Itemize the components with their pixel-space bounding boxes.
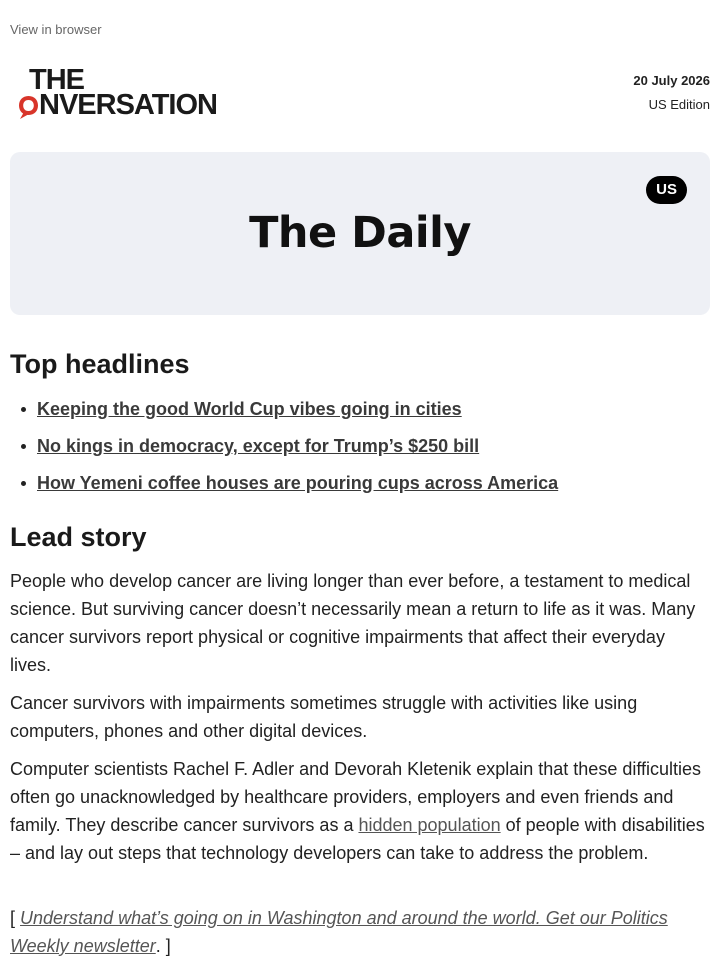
- issue-date: 20 July 2026: [633, 73, 710, 88]
- headline-link-1[interactable]: Keeping the good World Cup vibes going in cities: [37, 399, 462, 419]
- the-daily-banner: [10, 152, 710, 315]
- headline-link-2[interactable]: No kings in democracy, except for Trump’s $250 bill: [37, 436, 480, 456]
- top-headlines-heading: Top headlines: [10, 349, 190, 379]
- lead-story-heading: Lead story: [10, 522, 147, 552]
- view-in-browser-link[interactable]: View in browser: [10, 22, 102, 37]
- politics-weekly-newsletter-link[interactable]: Understand what’s going on in Washington and around the world. Get our Politics Weekly newsletter: [10, 908, 668, 956]
- lead-paragraph-2: Cancer survivors with impairments sometimes struggle with activities like using computers, phones and other digital devices.: [10, 693, 638, 741]
- the-conversation-logo[interactable]: [17, 66, 262, 124]
- edition-label: US Edition: [648, 97, 710, 112]
- newsletter-promo: [ Understand what’s going on in Washington and around the world. Get our Politics Weekly newsletter. ]: [10, 908, 668, 956]
- list-item: [37, 434, 558, 471]
- top-headlines-list: [37, 397, 558, 508]
- list-item: [37, 397, 558, 434]
- logo-text-the: THE: [29, 64, 84, 96]
- headline-link-3[interactable]: How Yemeni coffee houses are pouring cups across America: [37, 473, 559, 493]
- logo-text-conversation: NVERSATION: [39, 89, 217, 121]
- lead-paragraph-1: People who develop cancer are living longer than ever before, a testament to medical science. But surviving cancer doesn’t necessarily mean a return to life as it was. Many cancer survivors report physical or cognitive impairments that affect their everyday lives.: [10, 571, 696, 675]
- hidden-population-link[interactable]: hidden population: [358, 815, 501, 835]
- us-edition-badge: US: [646, 176, 687, 204]
- list-item: [37, 471, 558, 508]
- lead-paragraph-3: Computer scientists Rachel F. Adler and Devorah Kletenik explain that these difficulties often go unacknowledged by healthcare providers, employers and even friends and family. They describe cancer survivors as a hidden population of people with disabilities – and lay out steps that technology developers can take to address the problem.: [10, 759, 705, 863]
- header-meta: [633, 73, 710, 113]
- banner-title: The Daily: [249, 208, 471, 258]
